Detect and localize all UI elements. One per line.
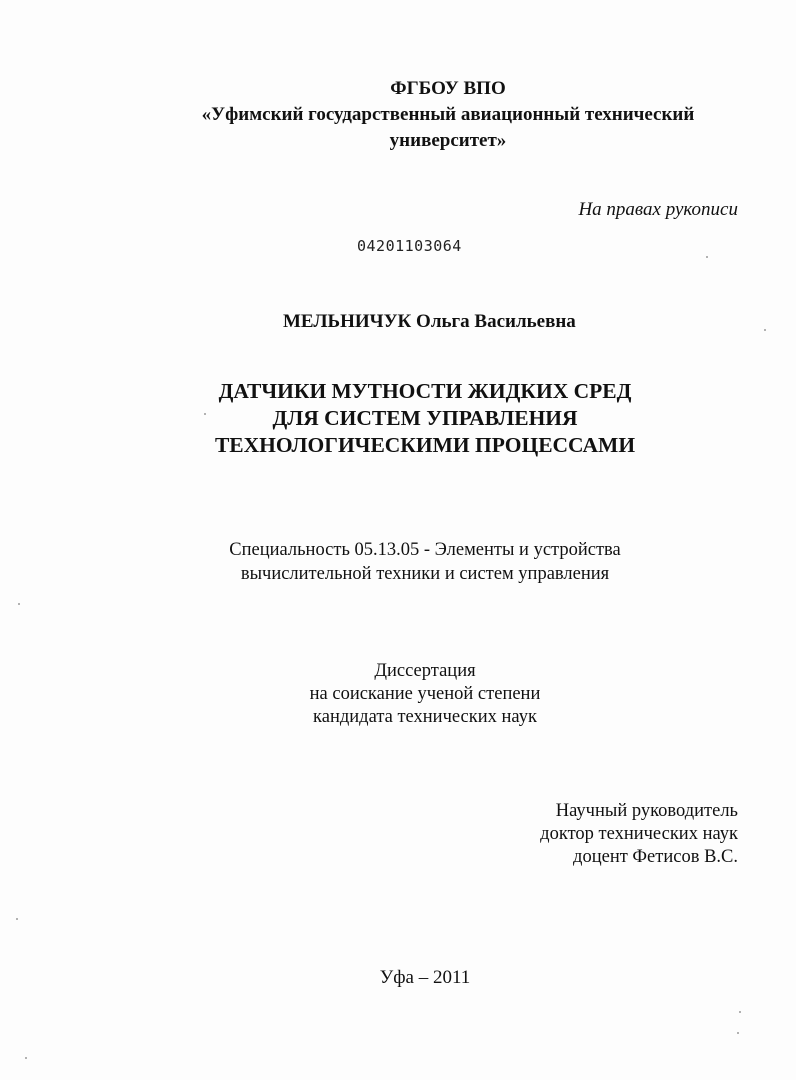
supervisor-line1: Научный руководитель	[555, 801, 738, 821]
organization-header	[50, 76, 796, 154]
city-year-footer	[27, 966, 796, 990]
specialty-line1: Специальность 05.13.05 - Элементы и устройства	[229, 540, 621, 560]
scan-speck	[204, 413, 206, 415]
scan-speck	[706, 256, 708, 258]
degree-line1: Диссертация	[374, 661, 476, 681]
org-name-line1: «Уфимский государственный авиационный технический	[201, 104, 695, 125]
org-name-line2: университет»	[389, 130, 507, 151]
scan-speck	[764, 329, 766, 331]
manuscript-rights-note: На правах рукописи	[578, 199, 738, 220]
title-line3: ТЕХНОЛОГИЧЕСКИМИ ПРОЦЕССАМИ	[214, 433, 636, 457]
supervisor-block	[540, 800, 738, 869]
registration-code: 04201103064	[357, 237, 462, 255]
degree-block	[27, 660, 796, 729]
dissertation-title	[27, 378, 796, 459]
degree-line3: кандидата технических наук	[313, 707, 537, 727]
degree-line2: на соискание ученой степени	[309, 684, 541, 704]
title-line1: ДАТЧИКИ МУТНОСТИ ЖИДКИХ СРЕД	[218, 379, 632, 403]
specialty-line2: вычислительной техники и систем управления	[240, 564, 610, 584]
specialty-block	[27, 538, 796, 586]
supervisor-line3: доцент Фетисов В.С.	[573, 847, 738, 867]
title-line2: ДЛЯ СИСТЕМ УПРАВЛЕНИЯ	[272, 406, 578, 430]
author-name: МЕЛЬНИЧУК Ольга Васильевна	[283, 311, 576, 332]
scan-speck	[25, 1057, 27, 1059]
org-abbreviation: ФГБОУ ВПО	[390, 78, 506, 99]
city-year: Уфа – 2011	[379, 967, 471, 988]
scan-speck	[739, 1011, 741, 1013]
supervisor-line2: доктор технических наук	[540, 824, 738, 844]
scan-speck	[737, 1032, 739, 1034]
scan-speck	[18, 603, 20, 605]
scan-speck	[16, 918, 18, 920]
